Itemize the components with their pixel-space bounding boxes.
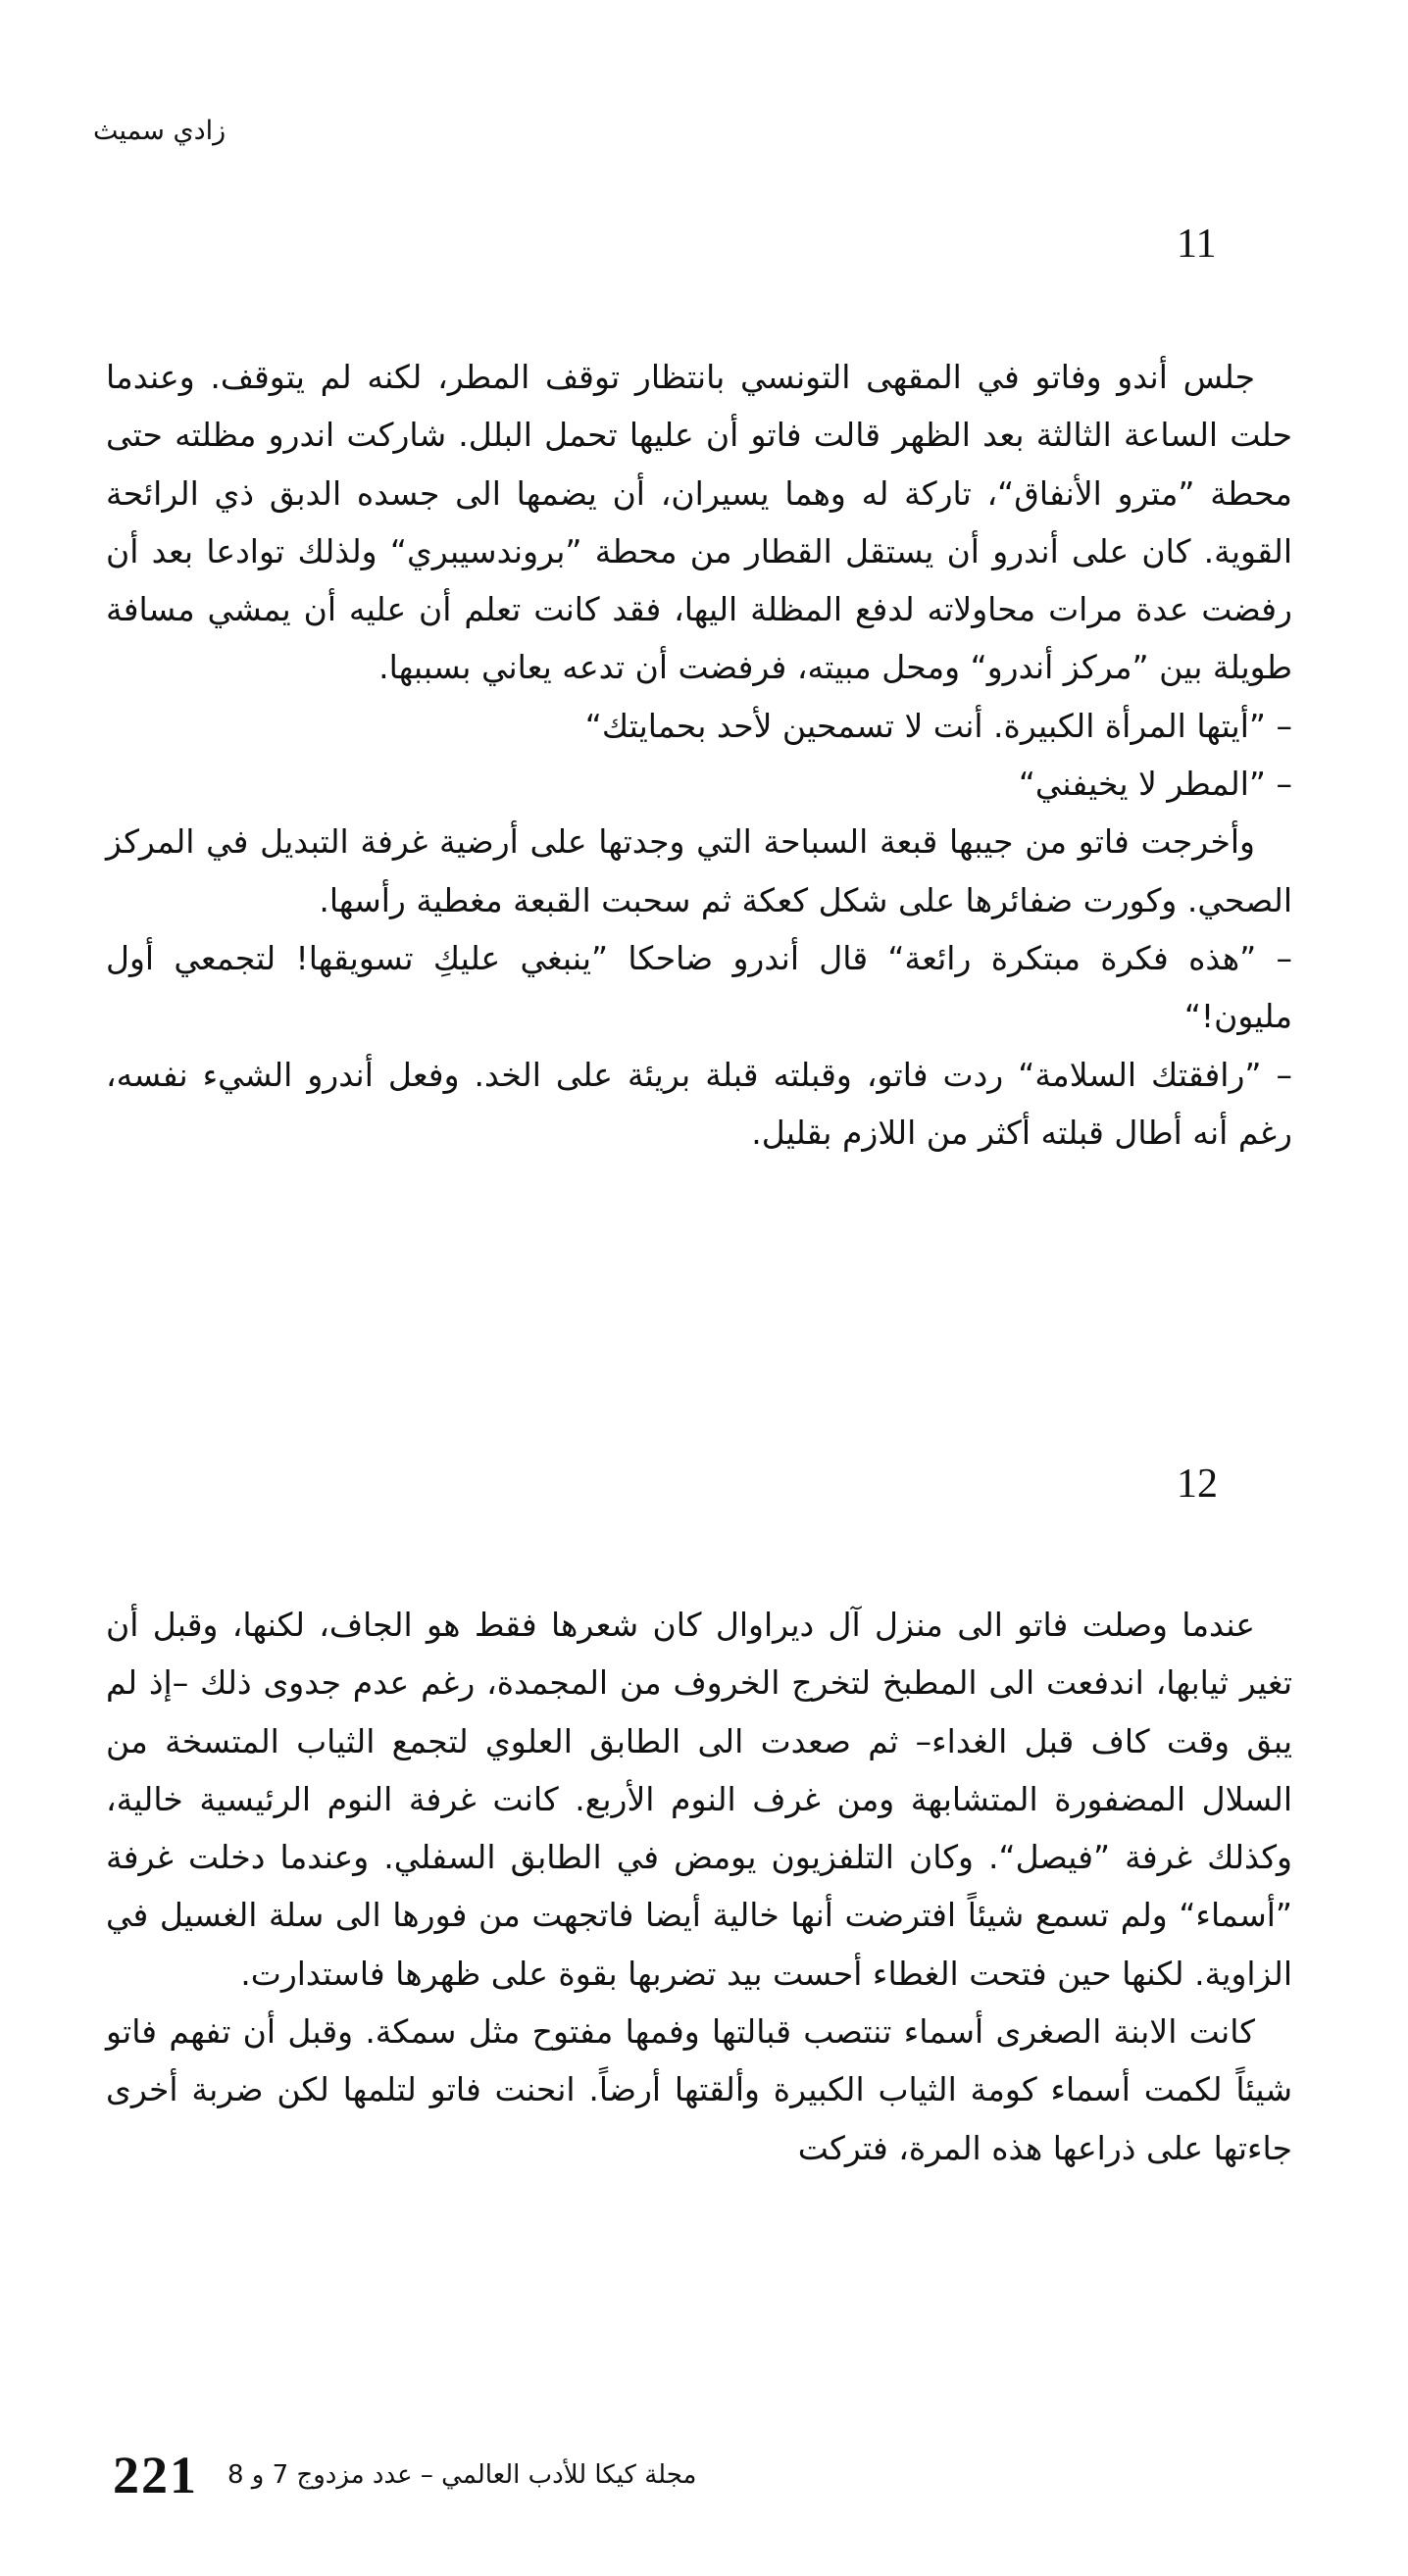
dialog-line: – ”هذه فكرة مبتكرة رائعة“ قال أندرو ضاحكا ”ينبغي عليكِ تسويقها! لتجمعي أول مليون!“ bbox=[106, 938, 1292, 1036]
paragraph: كانت الابنة الصغرى أسماء تنتصب قبالتها وفمها مفتوح مثل سمكة. وقبل أن تفهم فاتو شيئاً لكمت أسماء كومة الثياب الكبيرة وألقتها أرضاً. انحنت فاتو لتلمها لكن ضربة أخرى جاءتها على ذراعها هذه المرة، فتركت bbox=[106, 2012, 1292, 2167]
dialog-line: – ”المطر لا يخيفني“ bbox=[1018, 765, 1292, 804]
section-11-body bbox=[106, 348, 1292, 1162]
dialog-line: – ”أيتها المرأة الكبيرة. أنت لا تسمحين لأحد بحمايتك“ bbox=[584, 706, 1292, 745]
journal-title: مجلة كيكا للأدب العالمي – عدد مزدوج 7 و 8 bbox=[227, 2460, 697, 2490]
page-number: 221 bbox=[113, 2446, 198, 2504]
dialog-line: – ”رافقتك السلامة“ ردت فاتو، وقبلته قبلة بريئة على الخد. وفعل أندرو الشيء نفسه، رغم أنه أطال قبلته أكثر من اللازم بقليل. bbox=[106, 1055, 1292, 1152]
page-footer bbox=[113, 2441, 696, 2509]
paragraph: وأخرجت فاتو من جيبها قبعة السباحة التي وجدتها على أرضية غرفة التبديل في المركز الصحي. وكورت ضفائرها على شكل كعكة ثم سحبت القبعة مغطية رأسها. bbox=[106, 822, 1292, 919]
section-number-11: 11 bbox=[1177, 222, 1217, 267]
paragraph: عندما وصلت فاتو الى منزل آل ديراوال كان شعرها فقط هو الجاف، لكنها، وقبل أن تغير ثيابها، اندفعت الى المطبخ لتخرج الخروف من المجمدة، رغم عدم جدوى ذلك –إذ لم يبق وقت كاف قبل الغداء– ثم صعدت الى الطابق العلوي لتجمع الثياب المتسخة من السلال المضفورة المتشابهة ومن غرف النوم الأربع. كانت غرفة النوم الرئيسية خالية، وكذلك غرفة ”فيصل“. وكان التلفزيون يومض في الطابق السفلي. وعندما دخلت غرفة ”أسماء“ ولم تسمع شيئاً افترضت أنها خالية أيضا فاتجهت من فورها الى سلة الغسيل في الزاوية. لكنها حين فتحت الغطاء أحست بيد تضربها بقوة على ظهرها فاستدارت. bbox=[106, 1606, 1292, 1993]
running-head-author: زادي سميث bbox=[93, 116, 226, 146]
section-12-body bbox=[106, 1596, 1292, 2177]
section-number-12: 12 bbox=[1177, 1461, 1218, 1507]
paragraph: جلس أندو وفاتو في المقهى التونسي بانتظار توقف المطر، لكنه لم يتوقف. وعندما حلت الساعة الثالثة بعد الظهر قالت فاتو أن عليها تحمل البلل. شاركت اندرو مظلته حتى محطة ”مترو الأنفاق“، تاركة له وهما يسيران، أن يضمها الى جسده الدبق ذي الرائحة القوية. كان على أندرو أن يستقل القطار من محطة ”بروندسيبري“ ولذلك توادعا بعد أن رفضت عدة مرات محاولاته لدفع المظلة اليها، فقد كانت تعلم أن عليه أن يمشي مسافة طويلة بين ”مركز أندرو“ ومحل مبيته، فرفضت أن تدعه يعاني بسببها. bbox=[106, 358, 1292, 687]
